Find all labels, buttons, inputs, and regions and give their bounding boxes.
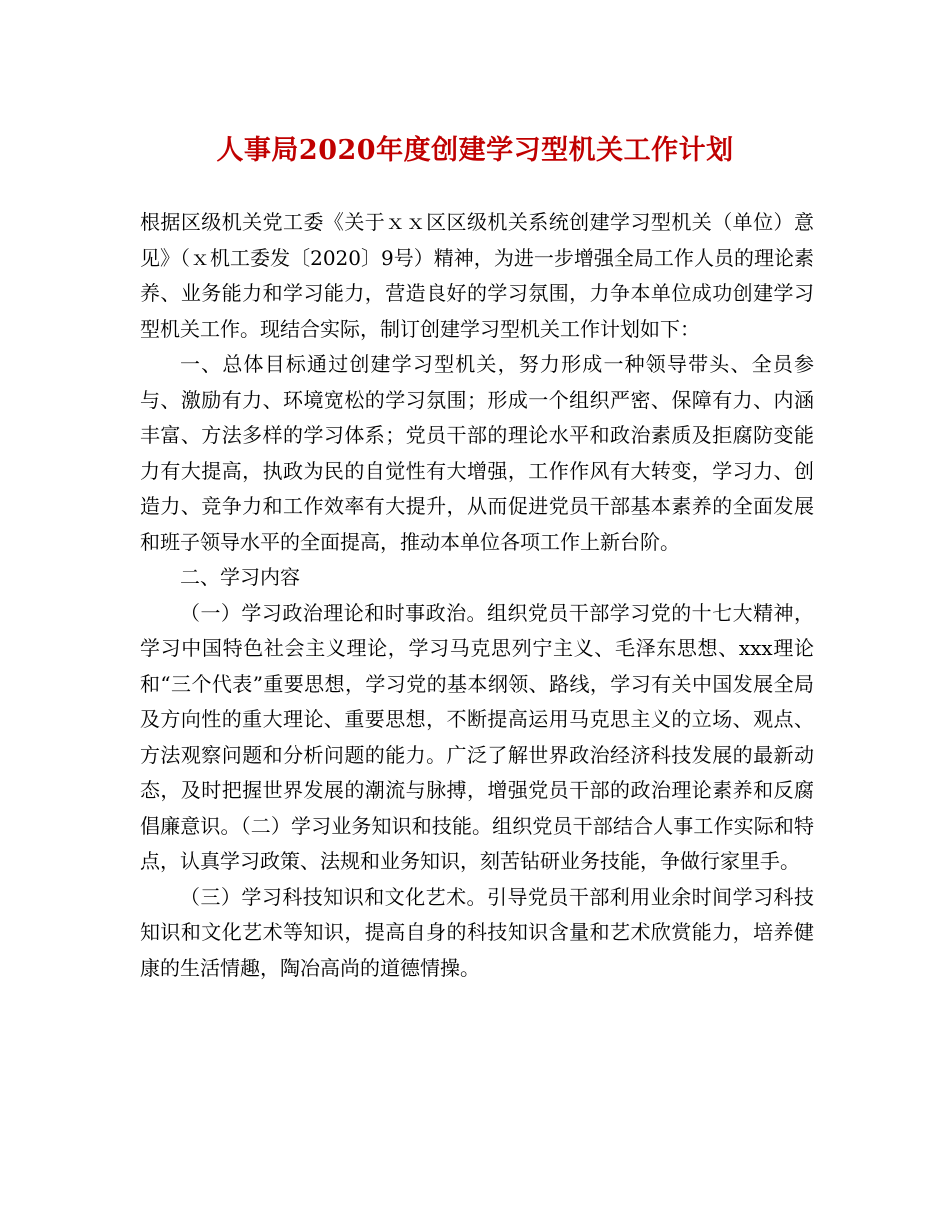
section-1-paragraph: 一、总体目标通过创建学习型机关，努力形成一种领导带头、全员参与、激励有力、环境宽松的学习氛围；形成一个组织严密、保障有力、内涵丰富、方法多样的学习体系；党员干部的理论水平和政治素质及拒腐防变能力有大提高，执政为民的自觉性有大增强，工作作风有大转变，学习力、创造力、竞争力和工作效率有大提升，从而促进党员干部基本素养的全面发展和班子领导水平的全面提高，推动本单位各项工作上新台阶。 — [140, 352, 814, 554]
subsection-1-paragraph: （一）学习政治理论和时事政治。组织党员干部学习党的十七大精神，学习中国特色社会主义理论，学习马克思列宁主义、毛泽东思想、xxx理论和“三个代表”重要思想，学习党的基本纲领、路线，学习有关中国发展全局及方向性的重大理论、重要思想，不断提高运用马克思主义的立场、观点、方法观察问题和分析问题的能力。广泛了解世界政治经济科技发展的最新动态，及时把握世界发展的潮流与脉搏，增强党员干部的政治理论素养和反腐倡廉意识。（二）学习业务知识和技能。组织党员干部结合人事工作实际和特点，认真学习政策、法规和业务知识，刻苦钻研业务技能，争做行家里手。 — [140, 600, 814, 873]
document-title: 人事局2020年度创建学习型机关工作计划 — [216, 135, 734, 166]
subsection-3-paragraph: （三）学习科技知识和文化艺术。引导党员干部利用业余时间学习科技知识和文化艺术等知识，提高自身的科技知识含量和艺术欣赏能力，培养健康的生活情趣，陶冶高尚的道德情操。 — [140, 884, 814, 980]
intro-paragraph: 根据区级机关党工委《关于ｘｘ区区级机关系统创建学习型机关（单位）意见》（ｘ机工委发〔2020〕9号）精神，为进一步增强全局工作人员的理论素养、业务能力和学习能力，营造良好的学习氛围，力争本单位成功创建学习型机关工作。现结合实际，制订创建学习型机关工作计划如下： — [140, 210, 814, 341]
document-body — [140, 205, 814, 986]
section-2-heading: 二、学习内容 — [180, 565, 300, 589]
